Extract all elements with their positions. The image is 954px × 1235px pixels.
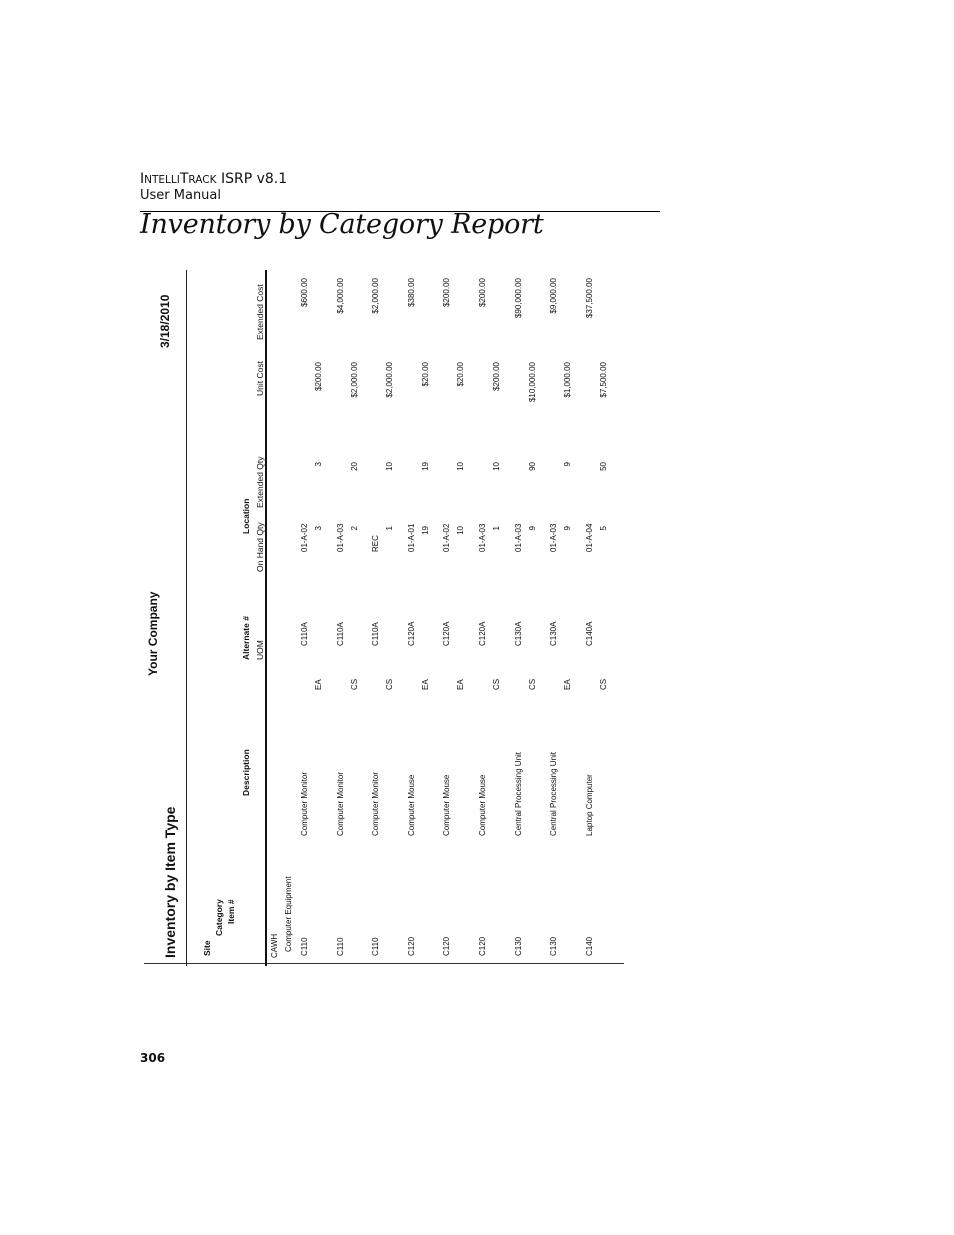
cell-unit-cost: $2,000.00 — [349, 362, 359, 398]
cell-description: Computer Mouse — [478, 774, 487, 836]
cell-on-hand: 1 — [492, 526, 501, 531]
product-name-part: NTELLI — [144, 174, 180, 186]
cell-item: C120 — [442, 936, 452, 956]
cell-unit-cost: $1,000.00 — [563, 362, 573, 398]
report-image — [144, 270, 624, 966]
cell-alternate: C110A — [335, 622, 345, 646]
page-number: 306 — [140, 1051, 166, 1065]
cell-on-hand: 10 — [456, 526, 466, 535]
cell-alternate: C130A — [549, 621, 559, 646]
manual-subtitle: User Manual — [140, 188, 222, 203]
cell-extended-cost: $200.00 — [442, 278, 452, 307]
report-title: Inventory by Item Type — [162, 806, 178, 958]
site-name: CAWH — [270, 933, 279, 958]
col-header-alternate: Alternate # — [241, 616, 251, 660]
report-date: 3/18/2010 — [158, 294, 172, 348]
product-name-part: ISRP v8.1 — [216, 171, 288, 187]
cell-unit-cost: $20.00 — [456, 362, 466, 387]
cell-location: 01-A-03 — [335, 523, 345, 552]
cell-location: REC — [371, 535, 381, 552]
col-header-site: Site — [202, 940, 212, 956]
report-header-rule — [186, 270, 187, 966]
cell-uom: EA — [420, 679, 430, 690]
cell-location: 01-A-03 — [478, 523, 487, 552]
col-header-uom: UOM — [255, 640, 265, 660]
cell-uom: CS — [349, 678, 359, 690]
cell-location: 01-A-02 — [442, 523, 452, 552]
cell-uom: CS — [385, 678, 395, 690]
product-name — [140, 171, 287, 188]
cell-on-hand: 2 — [349, 526, 359, 531]
cell-uom: EA — [563, 679, 573, 690]
cell-alternate: C120A — [442, 621, 452, 646]
category-name: Computer Equipment — [284, 876, 293, 952]
cell-extended-cost: $4,000.00 — [335, 278, 345, 314]
cell-alternate: C130A — [513, 621, 523, 646]
col-header-description: Description — [241, 749, 251, 796]
report-page — [144, 270, 624, 966]
col-header-extended-qty: Extended Qty — [255, 456, 265, 508]
cell-alternate: C110A — [300, 622, 309, 646]
col-header-category: Category — [214, 899, 224, 936]
col-header-on-hand: On Hand Qty — [255, 522, 265, 572]
cell-item: C140 — [584, 936, 594, 956]
section-title: Inventory by Category Report — [140, 209, 544, 240]
cell-description: Computer Mouse — [442, 774, 452, 836]
cell-uom: CS — [598, 678, 608, 690]
report-company: Your Company — [146, 591, 160, 676]
cell-description: Computer Monitor — [335, 771, 345, 836]
cell-extended-cost: $90,000.00 — [513, 278, 523, 319]
cell-extended-cost: $380.00 — [406, 278, 416, 307]
cell-item: C130 — [513, 936, 523, 956]
cell-unit-cost: $7,500.00 — [598, 362, 608, 398]
cell-extended-qty: 19 — [420, 462, 430, 471]
cell-extended-cost: $2,000.00 — [371, 278, 381, 314]
cell-unit-cost: $20.00 — [420, 362, 430, 387]
col-header-unit-cost: Unit Cost — [255, 361, 265, 396]
cell-extended-qty: 10 — [385, 462, 395, 471]
cell-description: Central Processing Unit — [549, 751, 559, 836]
cell-on-hand: 5 — [598, 526, 608, 531]
cell-extended-qty: 10 — [492, 462, 501, 471]
cell-alternate: C140A — [584, 621, 594, 646]
col-header-extended-cost: Extended Cost — [255, 284, 265, 340]
cell-unit-cost: $2,000.00 — [385, 362, 395, 398]
cell-location: 01-A-02 — [300, 523, 309, 552]
cell-uom: EA — [314, 679, 323, 690]
cell-on-hand: 9 — [563, 526, 573, 531]
cell-description: Computer Monitor — [371, 771, 381, 836]
cell-item: C110 — [300, 937, 309, 956]
cell-item: C110 — [335, 937, 345, 956]
cell-extended-qty: 50 — [598, 462, 608, 471]
cell-description: Computer Monitor — [300, 771, 309, 836]
cell-location: 01-A-03 — [513, 523, 523, 552]
report-columns-rule — [265, 270, 267, 966]
cell-location: 01-A-04 — [584, 523, 594, 552]
product-name-part: I — [140, 171, 145, 187]
cell-description: Computer Mouse — [406, 774, 416, 836]
cell-unit-cost: $200.00 — [492, 362, 501, 391]
cell-item: C110 — [371, 937, 381, 956]
cell-extended-cost: $37,500.00 — [584, 278, 594, 319]
cell-extended-qty: 20 — [349, 462, 359, 471]
cell-description: Central Processing Unit — [513, 751, 523, 836]
product-name-part: RACK — [188, 174, 217, 186]
cell-item: C120 — [406, 936, 416, 956]
cell-extended-cost: $600.00 — [300, 278, 309, 307]
cell-alternate: C110A — [371, 622, 381, 646]
cell-on-hand: 3 — [314, 526, 323, 531]
cell-on-hand: 1 — [385, 526, 395, 531]
cell-item: C120 — [478, 936, 487, 956]
cell-uom: CS — [492, 678, 501, 690]
cell-extended-qty: 3 — [314, 462, 323, 467]
cell-unit-cost: $10,000.00 — [527, 362, 537, 403]
cell-alternate: C120A — [478, 621, 487, 646]
col-header-location: Location — [241, 498, 251, 534]
col-header-item: Item # — [226, 899, 236, 924]
cell-description: Laptop Computer — [584, 774, 594, 836]
cell-extended-cost: $200.00 — [478, 278, 487, 307]
report-left-border — [144, 963, 624, 964]
cell-unit-cost: $200.00 — [314, 362, 323, 391]
cell-uom: EA — [456, 679, 466, 690]
cell-extended-qty: 10 — [456, 462, 466, 471]
cell-extended-cost: $9,000.00 — [549, 278, 559, 314]
cell-on-hand: 9 — [527, 526, 537, 531]
cell-uom: CS — [527, 678, 537, 690]
cell-on-hand: 19 — [420, 526, 430, 535]
product-name-part: T — [179, 171, 189, 187]
cell-location: 01-A-03 — [549, 523, 559, 552]
cell-location: 01-A-01 — [406, 523, 416, 552]
cell-alternate: C120A — [406, 621, 416, 646]
cell-extended-qty: 90 — [527, 462, 537, 471]
cell-extended-qty: 9 — [563, 462, 573, 467]
cell-item: C130 — [549, 936, 559, 956]
